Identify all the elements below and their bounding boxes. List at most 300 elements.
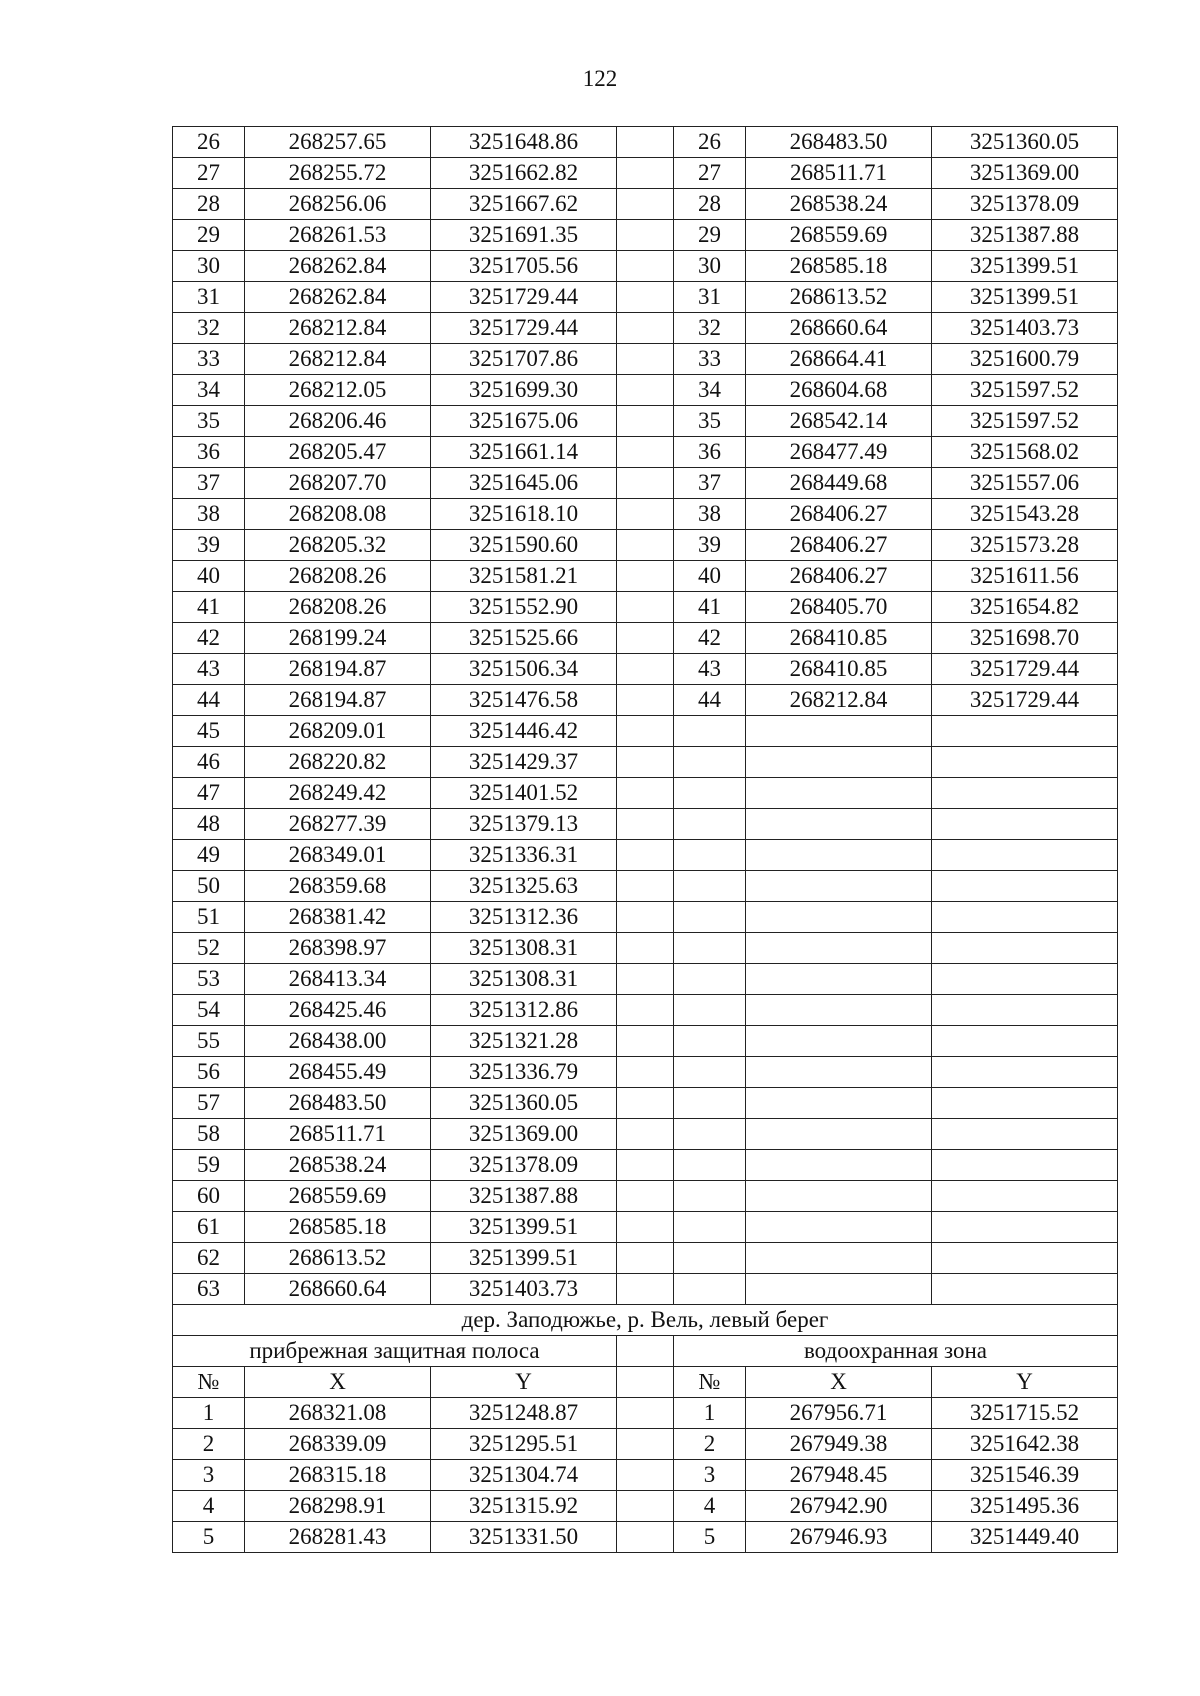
table-row <box>173 871 1118 902</box>
left-x-cell: 268194.87 <box>245 685 431 716</box>
left-num-cell: 60 <box>173 1181 245 1212</box>
right-num-cell: 33 <box>674 344 746 375</box>
right-num-cell: 28 <box>674 189 746 220</box>
left-y-cell: 3251331.50 <box>431 1522 617 1553</box>
gap-cell <box>617 933 674 964</box>
left-y-cell: 3251312.86 <box>431 995 617 1026</box>
table-row <box>173 933 1118 964</box>
left-x-cell: 268613.52 <box>245 1243 431 1274</box>
left-num-cell: 51 <box>173 902 245 933</box>
right-y-cell <box>932 809 1118 840</box>
right-x-cell <box>746 1243 932 1274</box>
table-row <box>173 127 1118 158</box>
right-x-cell <box>746 716 932 747</box>
table-row <box>173 1460 1118 1491</box>
left-x-cell: 268511.71 <box>245 1119 431 1150</box>
left-y-header: Y <box>431 1367 617 1398</box>
left-x-cell: 268220.82 <box>245 747 431 778</box>
left-zone-heading: прибрежная защитная полоса <box>173 1336 617 1367</box>
right-y-cell: 3251715.52 <box>932 1398 1118 1429</box>
right-y-cell: 3251654.82 <box>932 592 1118 623</box>
left-y-cell: 3251308.31 <box>431 933 617 964</box>
gap-cell <box>617 1088 674 1119</box>
right-x-cell: 268511.71 <box>746 158 932 189</box>
table-row <box>173 282 1118 313</box>
right-num-cell <box>674 1119 746 1150</box>
gap-cell <box>617 251 674 282</box>
right-y-cell: 3251399.51 <box>932 251 1118 282</box>
right-x-cell: 268604.68 <box>746 375 932 406</box>
gap-cell <box>617 1336 674 1367</box>
right-y-cell: 3251611.56 <box>932 561 1118 592</box>
left-x-cell: 268349.01 <box>245 840 431 871</box>
left-x-cell: 268257.65 <box>245 127 431 158</box>
right-x-cell: 268212.84 <box>746 685 932 716</box>
left-num-cell: 29 <box>173 220 245 251</box>
right-y-cell <box>932 778 1118 809</box>
left-y-cell: 3251661.14 <box>431 437 617 468</box>
table-row <box>173 158 1118 189</box>
left-num-cell: 2 <box>173 1429 245 1460</box>
left-y-cell: 3251699.30 <box>431 375 617 406</box>
right-x-cell: 267946.93 <box>746 1522 932 1553</box>
right-x-cell: 268449.68 <box>746 468 932 499</box>
right-x-cell <box>746 1057 932 1088</box>
left-y-cell: 3251648.86 <box>431 127 617 158</box>
zone-heading-row <box>173 1336 1118 1367</box>
section2-title-row <box>173 1305 1118 1336</box>
right-num-cell: 44 <box>674 685 746 716</box>
right-num-cell <box>674 1150 746 1181</box>
gap-cell <box>617 964 674 995</box>
left-y-cell: 3251506.34 <box>431 654 617 685</box>
right-x-cell <box>746 933 932 964</box>
right-y-cell: 3251600.79 <box>932 344 1118 375</box>
right-y-cell <box>932 1026 1118 1057</box>
right-y-cell: 3251729.44 <box>932 654 1118 685</box>
left-x-cell: 268359.68 <box>245 871 431 902</box>
left-num-cell: 26 <box>173 127 245 158</box>
right-x-cell: 267949.38 <box>746 1429 932 1460</box>
table-row <box>173 1150 1118 1181</box>
left-num-cell: 31 <box>173 282 245 313</box>
left-x-cell: 268208.26 <box>245 592 431 623</box>
left-x-cell: 268455.49 <box>245 1057 431 1088</box>
left-y-cell: 3251729.44 <box>431 313 617 344</box>
gap-cell <box>617 1026 674 1057</box>
left-num-cell: 56 <box>173 1057 245 1088</box>
table-row <box>173 1212 1118 1243</box>
table-row <box>173 1522 1118 1553</box>
gap-cell <box>617 282 674 313</box>
left-num-cell: 43 <box>173 654 245 685</box>
right-y-cell: 3251698.70 <box>932 623 1118 654</box>
right-x-cell <box>746 1150 932 1181</box>
gap-cell <box>617 685 674 716</box>
page-number: 122 <box>582 66 618 91</box>
left-y-cell: 3251667.62 <box>431 189 617 220</box>
left-x-cell: 268255.72 <box>245 158 431 189</box>
gap-cell <box>617 561 674 592</box>
table-row <box>173 592 1118 623</box>
column-header-row <box>173 1367 1118 1398</box>
right-y-cell: 3251360.05 <box>932 127 1118 158</box>
right-num-cell: 41 <box>674 592 746 623</box>
gap-cell <box>617 437 674 468</box>
right-num-cell: 29 <box>674 220 746 251</box>
right-num-cell: 5 <box>674 1522 746 1553</box>
table-row <box>173 623 1118 654</box>
left-y-cell: 3251476.58 <box>431 685 617 716</box>
right-num-cell <box>674 1243 746 1274</box>
table-row <box>173 964 1118 995</box>
gap-cell <box>617 1119 674 1150</box>
table-row <box>173 437 1118 468</box>
left-x-cell: 268339.09 <box>245 1429 431 1460</box>
right-y-cell <box>932 1181 1118 1212</box>
right-y-cell: 3251573.28 <box>932 530 1118 561</box>
right-num-cell <box>674 933 746 964</box>
left-num-cell: 59 <box>173 1150 245 1181</box>
right-num-cell: 30 <box>674 251 746 282</box>
left-num-cell: 39 <box>173 530 245 561</box>
gap-cell <box>617 995 674 1026</box>
left-x-cell: 268206.46 <box>245 406 431 437</box>
left-x-cell: 268209.01 <box>245 716 431 747</box>
gap-cell <box>617 344 674 375</box>
right-num-cell <box>674 1212 746 1243</box>
right-x-cell <box>746 964 932 995</box>
left-x-cell: 268321.08 <box>245 1398 431 1429</box>
left-y-cell: 3251248.87 <box>431 1398 617 1429</box>
right-y-cell: 3251597.52 <box>932 375 1118 406</box>
right-y-cell <box>932 1212 1118 1243</box>
left-x-cell: 268205.47 <box>245 437 431 468</box>
right-num-cell: 42 <box>674 623 746 654</box>
left-num-cell: 44 <box>173 685 245 716</box>
left-num-cell: 52 <box>173 933 245 964</box>
right-y-cell <box>932 716 1118 747</box>
left-y-cell: 3251399.51 <box>431 1212 617 1243</box>
table-row <box>173 778 1118 809</box>
gap-cell <box>617 220 674 251</box>
left-x-cell: 268281.43 <box>245 1522 431 1553</box>
table-row <box>173 468 1118 499</box>
gap-cell <box>617 623 674 654</box>
left-x-cell: 268298.91 <box>245 1491 431 1522</box>
left-num-cell: 33 <box>173 344 245 375</box>
right-x-cell: 267942.90 <box>746 1491 932 1522</box>
left-y-cell: 3251581.21 <box>431 561 617 592</box>
table-row <box>173 1491 1118 1522</box>
table-row <box>173 251 1118 282</box>
left-y-cell: 3251336.79 <box>431 1057 617 1088</box>
left-x-cell: 268249.42 <box>245 778 431 809</box>
gap-cell <box>617 406 674 437</box>
table-row <box>173 561 1118 592</box>
left-y-cell: 3251429.37 <box>431 747 617 778</box>
gap-cell <box>617 313 674 344</box>
right-y-cell: 3251546.39 <box>932 1460 1118 1491</box>
right-num-cell: 34 <box>674 375 746 406</box>
right-num-cell <box>674 809 746 840</box>
left-num-cell: 35 <box>173 406 245 437</box>
right-num-cell: 38 <box>674 499 746 530</box>
right-x-cell: 268613.52 <box>746 282 932 313</box>
left-y-cell: 3251662.82 <box>431 158 617 189</box>
right-num-cell: 1 <box>674 1398 746 1429</box>
section2-title: дер. Заподюжье, р. Вель, левый берег <box>173 1305 1118 1336</box>
left-x-cell: 268381.42 <box>245 902 431 933</box>
left-num-cell: 34 <box>173 375 245 406</box>
left-num-cell: 32 <box>173 313 245 344</box>
right-y-cell: 3251378.09 <box>932 189 1118 220</box>
left-num-cell: 57 <box>173 1088 245 1119</box>
right-num-cell: 31 <box>674 282 746 313</box>
left-y-cell: 3251379.13 <box>431 809 617 840</box>
left-num-cell: 63 <box>173 1274 245 1305</box>
right-y-cell: 3251557.06 <box>932 468 1118 499</box>
left-num-cell: 54 <box>173 995 245 1026</box>
right-x-cell: 268664.41 <box>746 344 932 375</box>
left-y-cell: 3251360.05 <box>431 1088 617 1119</box>
left-num-cell: 36 <box>173 437 245 468</box>
right-y-header: Y <box>932 1367 1118 1398</box>
left-num-cell: 42 <box>173 623 245 654</box>
gap-cell <box>617 1057 674 1088</box>
gap-cell <box>617 1491 674 1522</box>
right-y-cell <box>932 1057 1118 1088</box>
right-num-cell: 37 <box>674 468 746 499</box>
right-x-cell <box>746 871 932 902</box>
left-x-cell: 268398.97 <box>245 933 431 964</box>
right-num-cell <box>674 902 746 933</box>
right-x-cell <box>746 1212 932 1243</box>
right-x-cell <box>746 1026 932 1057</box>
right-y-cell <box>932 1150 1118 1181</box>
right-y-cell <box>932 747 1118 778</box>
left-x-cell: 268212.05 <box>245 375 431 406</box>
left-y-cell: 3251705.56 <box>431 251 617 282</box>
left-x-cell: 268538.24 <box>245 1150 431 1181</box>
left-y-cell: 3251399.51 <box>431 1243 617 1274</box>
table-row <box>173 654 1118 685</box>
right-y-cell <box>932 902 1118 933</box>
right-x-cell <box>746 1119 932 1150</box>
right-num-cell: 2 <box>674 1429 746 1460</box>
left-y-cell: 3251325.63 <box>431 871 617 902</box>
right-y-cell <box>932 964 1118 995</box>
left-y-cell: 3251308.31 <box>431 964 617 995</box>
right-num-cell <box>674 747 746 778</box>
right-x-cell <box>746 778 932 809</box>
left-y-cell: 3251295.51 <box>431 1429 617 1460</box>
right-x-cell: 268483.50 <box>746 127 932 158</box>
left-y-cell: 3251378.09 <box>431 1150 617 1181</box>
right-y-cell <box>932 933 1118 964</box>
table-row <box>173 1274 1118 1305</box>
gap-cell <box>617 747 674 778</box>
left-y-cell: 3251645.06 <box>431 468 617 499</box>
left-num-cell: 58 <box>173 1119 245 1150</box>
right-x-cell: 268405.70 <box>746 592 932 623</box>
right-y-cell <box>932 995 1118 1026</box>
gap-cell <box>617 902 674 933</box>
left-x-cell: 268199.24 <box>245 623 431 654</box>
gap-cell <box>617 158 674 189</box>
gap-cell <box>617 809 674 840</box>
left-num-cell: 37 <box>173 468 245 499</box>
gap-cell <box>617 499 674 530</box>
right-num-cell <box>674 964 746 995</box>
left-x-cell: 268212.84 <box>245 313 431 344</box>
right-num-cell: 36 <box>674 437 746 468</box>
right-y-cell: 3251543.28 <box>932 499 1118 530</box>
left-y-cell: 3251675.06 <box>431 406 617 437</box>
left-x-cell: 268261.53 <box>245 220 431 251</box>
right-x-cell: 268585.18 <box>746 251 932 282</box>
table-row <box>173 1243 1118 1274</box>
left-y-cell: 3251321.28 <box>431 1026 617 1057</box>
left-num-cell: 53 <box>173 964 245 995</box>
table-row <box>173 1026 1118 1057</box>
table-row <box>173 1057 1118 1088</box>
right-num-cell <box>674 1181 746 1212</box>
left-x-cell: 268194.87 <box>245 654 431 685</box>
right-num-cell <box>674 1057 746 1088</box>
right-x-cell <box>746 902 932 933</box>
table-row <box>173 344 1118 375</box>
table-row <box>173 902 1118 933</box>
section2-header <box>173 1305 1118 1398</box>
table-row <box>173 530 1118 561</box>
left-x-cell: 268559.69 <box>245 1181 431 1212</box>
left-x-cell: 268212.84 <box>245 344 431 375</box>
left-num-cell: 61 <box>173 1212 245 1243</box>
right-num-cell: 27 <box>674 158 746 189</box>
left-num-cell: 1 <box>173 1398 245 1429</box>
right-num-cell <box>674 1274 746 1305</box>
left-y-cell: 3251304.74 <box>431 1460 617 1491</box>
left-y-cell: 3251590.60 <box>431 530 617 561</box>
left-x-cell: 268207.70 <box>245 468 431 499</box>
right-num-cell <box>674 1088 746 1119</box>
left-x-cell: 268438.00 <box>245 1026 431 1057</box>
gap-cell <box>617 1212 674 1243</box>
right-num-cell <box>674 995 746 1026</box>
right-x-cell: 268538.24 <box>746 189 932 220</box>
right-y-cell: 3251449.40 <box>932 1522 1118 1553</box>
left-y-cell: 3251315.92 <box>431 1491 617 1522</box>
left-num-cell: 50 <box>173 871 245 902</box>
right-y-cell: 3251403.73 <box>932 313 1118 344</box>
right-x-cell: 268410.85 <box>746 623 932 654</box>
left-num-cell: 45 <box>173 716 245 747</box>
right-x-cell: 268542.14 <box>746 406 932 437</box>
right-x-cell: 268406.27 <box>746 499 932 530</box>
left-y-cell: 3251403.73 <box>431 1274 617 1305</box>
left-y-cell: 3251525.66 <box>431 623 617 654</box>
right-num-cell: 39 <box>674 530 746 561</box>
left-num-cell: 4 <box>173 1491 245 1522</box>
left-num-cell: 30 <box>173 251 245 282</box>
gap-cell <box>617 1150 674 1181</box>
gap-cell <box>617 716 674 747</box>
right-num-cell: 35 <box>674 406 746 437</box>
right-y-cell <box>932 1274 1118 1305</box>
right-num-cell: 3 <box>674 1460 746 1491</box>
right-x-cell <box>746 747 932 778</box>
right-y-cell <box>932 1119 1118 1150</box>
right-x-cell <box>746 1088 932 1119</box>
left-y-cell: 3251401.52 <box>431 778 617 809</box>
gap-cell <box>617 1181 674 1212</box>
gap-cell <box>617 1367 674 1398</box>
right-x-cell: 268559.69 <box>746 220 932 251</box>
left-num-header: № <box>173 1367 245 1398</box>
left-num-cell: 27 <box>173 158 245 189</box>
left-y-cell: 3251336.31 <box>431 840 617 871</box>
gap-cell <box>617 1522 674 1553</box>
left-x-cell: 268425.46 <box>245 995 431 1026</box>
left-num-cell: 47 <box>173 778 245 809</box>
table-row <box>173 406 1118 437</box>
right-x-cell: 268406.27 <box>746 561 932 592</box>
gap-cell <box>617 592 674 623</box>
table-row <box>173 716 1118 747</box>
left-x-cell: 268262.84 <box>245 282 431 313</box>
table-row <box>173 1429 1118 1460</box>
left-x-cell: 268262.84 <box>245 251 431 282</box>
right-num-header: № <box>674 1367 746 1398</box>
right-y-cell: 3251369.00 <box>932 158 1118 189</box>
left-y-cell: 3251312.36 <box>431 902 617 933</box>
right-y-cell <box>932 840 1118 871</box>
right-y-cell <box>932 1243 1118 1274</box>
gap-cell <box>617 530 674 561</box>
gap-cell <box>617 778 674 809</box>
left-num-cell: 40 <box>173 561 245 592</box>
right-x-cell <box>746 840 932 871</box>
table-row <box>173 1119 1118 1150</box>
right-num-cell: 40 <box>674 561 746 592</box>
gap-cell <box>617 375 674 406</box>
table-row <box>173 313 1118 344</box>
right-num-cell: 43 <box>674 654 746 685</box>
right-y-cell: 3251399.51 <box>932 282 1118 313</box>
table-row <box>173 809 1118 840</box>
gap-cell <box>617 1429 674 1460</box>
gap-cell <box>617 871 674 902</box>
left-x-cell: 268277.39 <box>245 809 431 840</box>
coordinates-body-part1 <box>173 127 1118 1305</box>
left-num-cell: 41 <box>173 592 245 623</box>
left-num-cell: 49 <box>173 840 245 871</box>
table-row <box>173 685 1118 716</box>
right-x-cell: 268660.64 <box>746 313 932 344</box>
left-x-cell: 268660.64 <box>245 1274 431 1305</box>
left-num-cell: 46 <box>173 747 245 778</box>
right-x-cell: 267948.45 <box>746 1460 932 1491</box>
right-x-cell <box>746 1181 932 1212</box>
gap-cell <box>617 1460 674 1491</box>
right-y-cell: 3251642.38 <box>932 1429 1118 1460</box>
table-row <box>173 840 1118 871</box>
left-y-cell: 3251552.90 <box>431 592 617 623</box>
left-y-cell: 3251387.88 <box>431 1181 617 1212</box>
right-x-cell: 268477.49 <box>746 437 932 468</box>
right-x-cell: 268406.27 <box>746 530 932 561</box>
